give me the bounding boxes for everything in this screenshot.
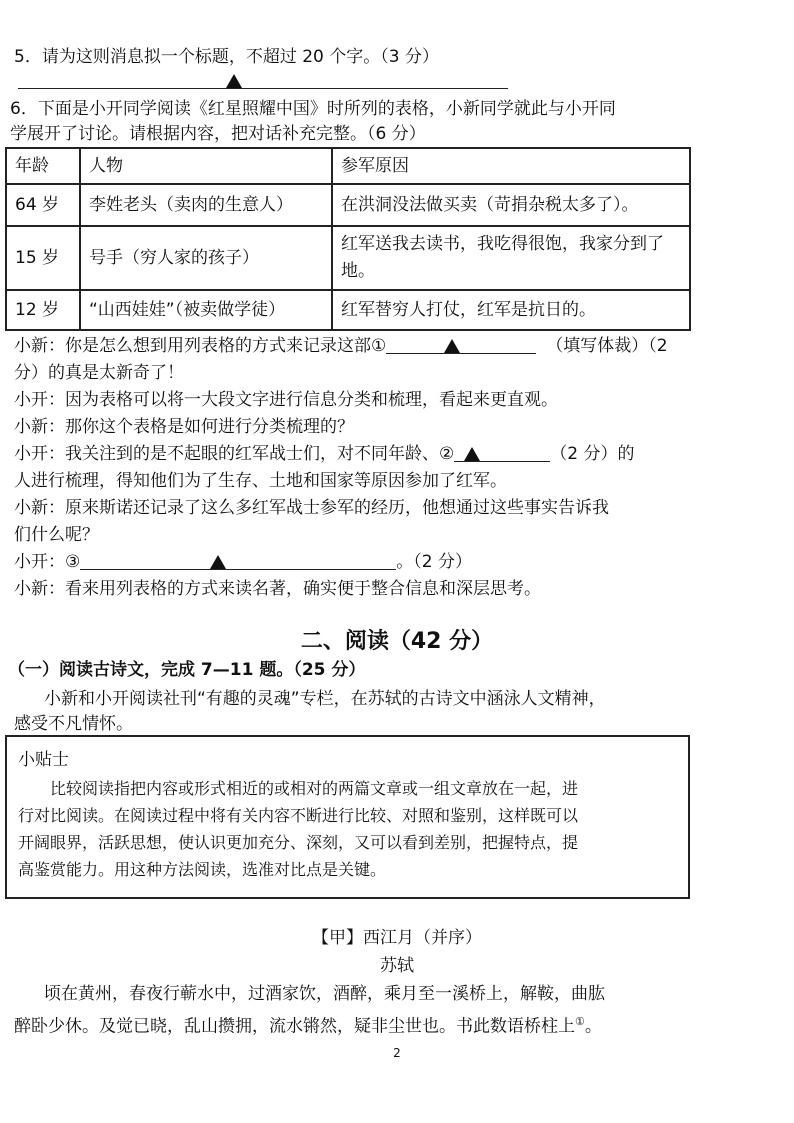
table-row — [6, 290, 690, 330]
dialog-line-5-text: 小开：我关注到的是不起眼的红军战士们，对不同年龄、② — [14, 444, 455, 464]
table-cell-reason: 在洪洞没法做买卖（苛捐杂税太多了）。 — [332, 184, 690, 226]
section-intro-1: 小新和小开阅读社刊“有趣的灵魂”专栏，在苏轼的古诗文中涵泳人文精神， — [44, 689, 606, 709]
q6-line-2: 学展开了讨论。请根据内容，把对话补充完整。（6 分） — [10, 124, 426, 144]
dialog-line-6: 人进行梳理，得知他们为了生存、土地和国家等原因参加了红军。 — [14, 471, 507, 491]
dialog-line-10: 小新：看来用列表格的方式来读名著，确实便于整合信息和深层思考。 — [14, 579, 541, 599]
triangle-marker-icon — [464, 447, 480, 461]
dialog-line-5 — [14, 443, 634, 465]
table-header-person: 人物 — [80, 148, 332, 184]
table-cell-age: 64 岁 — [6, 184, 80, 226]
q5-answer-blank[interactable] — [18, 70, 508, 89]
footnote-marker: ① — [575, 1015, 585, 1028]
table-cell-person: 李姓老头（卖肉的生意人） — [80, 184, 332, 226]
q6-line-1: 6．下面是小开同学阅读《红星照耀中国》时所列的表格，小新同学就此与小开同 — [10, 99, 616, 119]
page-number: 2 — [393, 1046, 401, 1060]
poem-author: 苏轼 — [380, 956, 414, 976]
dialog-line-8: 们什么呢？ — [14, 525, 99, 545]
tip-line-2: 行对比阅读。在阅读过程中将有关内容不断进行比较、对照和鉴别，这样既可以 — [18, 806, 579, 825]
table-cell-person: “山西娃娃”（被卖做学徒） — [80, 290, 332, 330]
poem-line-2 — [14, 1011, 602, 1038]
triangle-marker-icon — [210, 555, 226, 569]
section-title: 二、阅读（42 分） — [300, 629, 494, 654]
answer-blank-1[interactable] — [386, 335, 536, 354]
table-header-age: 年龄 — [6, 148, 80, 184]
table-cell-reason: 红军替穷人打仗，红军是抗日的。 — [332, 290, 690, 330]
answer-blank-2[interactable] — [454, 443, 550, 462]
table-header-row — [6, 148, 690, 184]
table-header-reason: 参军原因 — [332, 148, 690, 184]
poem-line-2-end: 。 — [584, 1016, 602, 1037]
dialog-line-1-hint: （填写体裁）（2 — [546, 336, 668, 356]
tip-title: 小贴士 — [18, 750, 69, 770]
dialog-line-9-text: 小开：③ — [14, 552, 81, 572]
q5-text: 5．请为这则消息拟一个标题，不超过 20 个字。（3 分） — [14, 47, 439, 67]
dialog-line-2: 分）的真是太新奇了！ — [14, 363, 184, 383]
triangle-marker-icon — [226, 74, 242, 88]
tip-line-3: 开阔眼界，活跃思想，使认识更加充分、深刻，又可以看到差别，把握特点，提 — [18, 833, 579, 852]
table-cell-reason: 红军送我去读书，我吃得很饱，我家分到了地。 — [332, 226, 690, 290]
dialog-line-1-text: 小新：你是怎么想到用列表格的方式来记录这部① — [14, 336, 387, 356]
table-cell-age: 12 岁 — [6, 290, 80, 330]
triangle-marker-icon — [444, 339, 460, 353]
dialog-line-5-hint: （2 分）的 — [550, 444, 635, 464]
tip-line-1: 比较阅读指把内容或形式相近的或相对的两篇文章或一组文章放在一起，进 — [50, 779, 579, 798]
answer-blank-3[interactable] — [80, 551, 396, 570]
table-row — [6, 184, 690, 226]
section-intro-2: 感受不凡情怀。 — [14, 714, 133, 734]
table-cell-person: 号手（穷人家的孩子） — [80, 226, 332, 290]
poem-title: 【甲】西江月（并序） — [312, 928, 482, 948]
table-row — [6, 226, 690, 290]
dialog-line-1 — [14, 335, 668, 357]
dialog-line-9-hint: 。（2 分） — [396, 552, 472, 572]
tip-line-4: 高鉴赏能力。用这种方法阅读，选准对比点是关键。 — [18, 860, 387, 879]
dialog-line-3: 小开：因为表格可以将一大段文字进行信息分类和梳理，看起来更直观。 — [14, 390, 558, 410]
dialog-line-4: 小新：那你这个表格是如何进行分类梳理的？ — [14, 417, 354, 437]
poem-line-1: 顷在黄州，春夜行蕲水中，过酒家饮，酒醉，乘月至一溪桥上，解鞍，曲肱 — [44, 984, 605, 1004]
section-subtitle: （一）阅读古诗文，完成 7—11 题。（25 分） — [8, 660, 366, 680]
table-cell-age: 15 岁 — [6, 226, 80, 290]
reading-table — [5, 147, 691, 331]
dialog-line-7: 小新：原来斯诺还记录了这么多红军战士参军的经历，他想通过这些事实告诉我 — [14, 498, 609, 518]
poem-line-2-text: 醉卧少休。及觉已晓，乱山攒拥，流水锵然，疑非尘世也。书此数语桥柱上 — [14, 1016, 575, 1037]
dialog-line-9 — [14, 551, 472, 573]
